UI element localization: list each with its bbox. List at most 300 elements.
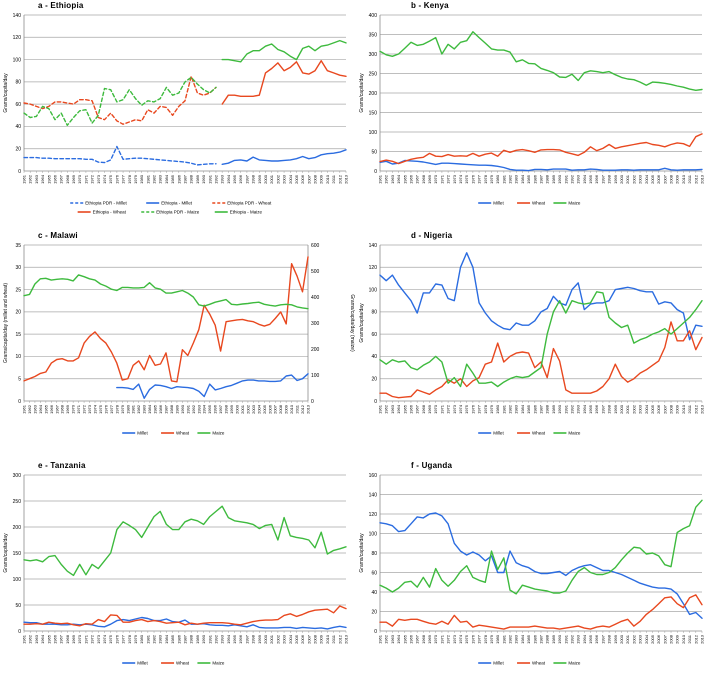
svg-text:60: 60 [371, 331, 377, 338]
svg-text:0: 0 [18, 168, 21, 175]
svg-text:2012: 2012 [300, 405, 306, 414]
svg-text:2009: 2009 [318, 635, 324, 644]
svg-text:1982: 1982 [136, 405, 142, 414]
svg-text:2013: 2013 [699, 175, 705, 184]
svg-text:Grams/capita/day: Grams/capita/day [3, 533, 9, 573]
svg-text:1963: 1963 [33, 175, 39, 184]
svg-text:1994: 1994 [201, 405, 207, 414]
svg-text:1979: 1979 [488, 635, 494, 644]
svg-text:Millet: Millet [493, 430, 504, 436]
svg-text:1975: 1975 [108, 175, 114, 184]
svg-text:1974: 1974 [458, 635, 463, 644]
svg-text:1989: 1989 [194, 635, 200, 644]
svg-text:Millet: Millet [137, 430, 148, 436]
svg-text:1970: 1970 [433, 405, 439, 414]
svg-text:1965: 1965 [43, 405, 49, 414]
svg-text:100: 100 [368, 287, 377, 294]
svg-text:Millet: Millet [493, 200, 504, 206]
svg-text:160: 160 [368, 472, 377, 479]
svg-text:1979: 1979 [488, 405, 494, 414]
svg-text:1989: 1989 [550, 405, 556, 414]
svg-text:1979: 1979 [132, 175, 138, 184]
svg-text:5: 5 [18, 376, 21, 383]
svg-text:1976: 1976 [470, 175, 476, 184]
svg-text:1968: 1968 [64, 635, 70, 644]
svg-text:1971: 1971 [439, 405, 445, 414]
svg-text:1977: 1977 [476, 635, 482, 644]
svg-text:1988: 1988 [168, 405, 174, 414]
line-chart-nigeria [356, 230, 712, 460]
svg-text:1995: 1995 [232, 635, 238, 644]
svg-text:2012: 2012 [337, 635, 343, 644]
svg-text:1973: 1973 [95, 175, 101, 184]
chart-title-ethiopia: a - Ethiopia [38, 1, 84, 10]
svg-text:2003: 2003 [637, 175, 643, 184]
svg-text:1986: 1986 [176, 175, 182, 184]
svg-text:1962: 1962 [27, 635, 33, 644]
svg-text:1964: 1964 [396, 405, 402, 414]
svg-text:2012: 2012 [337, 175, 343, 184]
svg-text:1983: 1983 [513, 635, 519, 644]
svg-text:1972: 1972 [445, 405, 451, 414]
svg-text:Wheat: Wheat [176, 430, 190, 436]
svg-text:1968: 1968 [59, 405, 65, 414]
svg-text:1984: 1984 [519, 635, 525, 644]
svg-text:1999: 1999 [256, 175, 262, 184]
svg-text:2004: 2004 [643, 635, 649, 644]
svg-text:250: 250 [368, 71, 377, 78]
svg-text:1988: 1988 [544, 635, 550, 644]
svg-text:80: 80 [371, 309, 377, 316]
svg-text:1970: 1970 [433, 175, 439, 184]
svg-text:140: 140 [12, 12, 21, 19]
svg-text:2008: 2008 [668, 635, 674, 644]
svg-text:2012: 2012 [693, 405, 699, 414]
svg-text:Maize: Maize [568, 430, 581, 436]
svg-text:1989: 1989 [174, 405, 180, 414]
svg-text:1969: 1969 [65, 405, 71, 414]
svg-text:1967: 1967 [414, 405, 420, 414]
svg-text:1972: 1972 [89, 175, 95, 184]
svg-text:20: 20 [15, 146, 21, 153]
svg-text:1994: 1994 [225, 175, 231, 184]
svg-text:0: 0 [374, 628, 377, 635]
svg-text:200: 200 [311, 346, 320, 353]
svg-text:1969: 1969 [71, 175, 77, 184]
svg-text:1992: 1992 [569, 635, 575, 644]
svg-text:2003: 2003 [281, 635, 287, 644]
svg-text:15: 15 [15, 331, 21, 338]
svg-text:1997: 1997 [218, 405, 224, 414]
svg-text:1987: 1987 [182, 635, 188, 644]
svg-text:1963: 1963 [389, 175, 395, 184]
svg-text:2006: 2006 [656, 405, 662, 414]
svg-text:35: 35 [15, 242, 21, 249]
svg-text:2008: 2008 [312, 175, 318, 184]
svg-text:2005: 2005 [293, 635, 299, 644]
chart-panel-uganda [356, 460, 712, 686]
svg-text:1996: 1996 [594, 635, 600, 644]
svg-text:1964: 1964 [396, 635, 402, 644]
svg-text:1973: 1973 [87, 405, 93, 414]
svg-text:2011: 2011 [687, 405, 693, 414]
svg-text:Grams/capita/day (millet and w: Grams/capita/day (millet and wheat) [3, 282, 9, 364]
svg-text:1992: 1992 [213, 175, 219, 184]
svg-text:Ethiopia PDR - Millet: Ethiopia PDR - Millet [85, 200, 127, 206]
svg-text:2010: 2010 [289, 405, 295, 414]
line-chart-kenya [356, 0, 712, 230]
svg-text:1983: 1983 [513, 175, 519, 184]
svg-text:1981: 1981 [501, 635, 507, 644]
svg-text:1986: 1986 [532, 175, 538, 184]
svg-text:1981: 1981 [145, 175, 151, 184]
svg-text:40: 40 [371, 589, 377, 596]
svg-text:1974: 1974 [92, 405, 98, 414]
svg-text:600: 600 [311, 242, 320, 249]
chart-panel-malawi [0, 230, 356, 460]
svg-text:2006: 2006 [656, 635, 662, 644]
svg-text:2007: 2007 [662, 405, 668, 414]
svg-text:2003: 2003 [281, 175, 287, 184]
svg-text:2001: 2001 [625, 175, 631, 184]
svg-text:400: 400 [311, 294, 320, 301]
svg-text:1961: 1961 [21, 635, 27, 644]
svg-text:1986: 1986 [532, 405, 538, 414]
svg-text:2009: 2009 [318, 175, 324, 184]
svg-text:Wheat: Wheat [532, 430, 546, 436]
svg-text:1968: 1968 [64, 175, 70, 184]
svg-text:1991: 1991 [563, 635, 569, 644]
svg-text:2004: 2004 [643, 405, 649, 414]
svg-text:1968: 1968 [420, 635, 426, 644]
svg-text:2005: 2005 [649, 405, 655, 414]
svg-text:1974: 1974 [458, 405, 463, 414]
svg-text:1998: 1998 [606, 405, 612, 414]
svg-text:1988: 1988 [544, 405, 550, 414]
chart-title-nigeria: d - Nigeria [411, 231, 453, 240]
svg-text:Millet: Millet [137, 660, 148, 666]
svg-text:1980: 1980 [495, 175, 501, 184]
svg-text:1974: 1974 [102, 175, 107, 184]
svg-text:120: 120 [368, 265, 377, 272]
svg-text:1992: 1992 [190, 405, 196, 414]
svg-text:2007: 2007 [306, 175, 312, 184]
svg-text:1983: 1983 [157, 175, 163, 184]
svg-text:1965: 1965 [46, 635, 52, 644]
svg-text:1982: 1982 [507, 175, 513, 184]
line-chart-uganda [356, 460, 712, 686]
svg-text:1997: 1997 [244, 175, 250, 184]
svg-text:1985: 1985 [526, 635, 532, 644]
svg-text:1970: 1970 [77, 175, 83, 184]
svg-text:1963: 1963 [32, 405, 38, 414]
svg-text:2001: 2001 [625, 635, 631, 644]
svg-text:1995: 1995 [588, 635, 594, 644]
svg-text:1986: 1986 [158, 405, 164, 414]
svg-text:50: 50 [15, 602, 21, 609]
svg-text:1972: 1972 [445, 175, 451, 184]
svg-text:1963: 1963 [33, 635, 39, 644]
svg-text:25: 25 [15, 287, 21, 294]
svg-text:1984: 1984 [519, 175, 525, 184]
svg-text:Wheat: Wheat [532, 660, 546, 666]
svg-text:1961: 1961 [377, 405, 383, 414]
svg-text:1996: 1996 [238, 175, 244, 184]
svg-text:1998: 1998 [223, 405, 229, 414]
svg-text:2006: 2006 [267, 405, 273, 414]
line-chart-tanzania [0, 460, 356, 686]
svg-text:1966: 1966 [408, 405, 414, 414]
svg-text:1981: 1981 [130, 405, 136, 414]
svg-text:2004: 2004 [256, 405, 262, 414]
svg-text:1992: 1992 [213, 635, 219, 644]
svg-text:1967: 1967 [54, 405, 60, 414]
svg-text:1993: 1993 [196, 405, 202, 414]
svg-text:1987: 1987 [182, 175, 188, 184]
svg-text:1987: 1987 [538, 405, 544, 414]
svg-text:1980: 1980 [139, 175, 145, 184]
svg-text:1991: 1991 [185, 405, 191, 414]
svg-text:1997: 1997 [600, 405, 606, 414]
svg-text:1961: 1961 [377, 635, 383, 644]
svg-text:20: 20 [15, 309, 21, 316]
svg-text:2010: 2010 [324, 635, 330, 644]
svg-text:1995: 1995 [588, 175, 594, 184]
svg-text:2005: 2005 [649, 175, 655, 184]
svg-text:80: 80 [371, 550, 377, 557]
svg-text:1977: 1977 [476, 405, 482, 414]
svg-text:2009: 2009 [674, 635, 680, 644]
svg-text:2011: 2011 [687, 175, 693, 184]
svg-text:1965: 1965 [402, 405, 408, 414]
svg-text:2000: 2000 [263, 635, 268, 644]
svg-text:100: 100 [12, 576, 21, 583]
svg-text:Grams/capita/day: Grams/capita/day [359, 73, 365, 113]
svg-text:1997: 1997 [600, 175, 606, 184]
svg-text:Ethiopia - Wheat: Ethiopia - Wheat [92, 209, 126, 215]
svg-text:1964: 1964 [37, 405, 43, 414]
svg-text:1978: 1978 [482, 175, 488, 184]
svg-text:1979: 1979 [119, 405, 125, 414]
svg-text:2008: 2008 [668, 405, 674, 414]
svg-text:250: 250 [12, 498, 21, 505]
svg-text:1993: 1993 [219, 175, 225, 184]
svg-text:1966: 1966 [48, 405, 54, 414]
svg-text:1999: 1999 [229, 405, 235, 414]
svg-text:50: 50 [371, 149, 377, 156]
svg-text:2001: 2001 [269, 175, 275, 184]
svg-text:1974: 1974 [102, 635, 107, 644]
svg-text:100: 100 [368, 531, 377, 538]
svg-text:1987: 1987 [538, 175, 544, 184]
svg-text:1986: 1986 [532, 635, 538, 644]
svg-text:2009: 2009 [674, 405, 680, 414]
svg-text:1975: 1975 [108, 635, 114, 644]
svg-text:20: 20 [371, 609, 377, 616]
svg-text:1961: 1961 [21, 405, 27, 414]
svg-text:1971: 1971 [83, 635, 89, 644]
svg-text:1973: 1973 [451, 175, 457, 184]
svg-text:2013: 2013 [699, 405, 705, 414]
svg-text:1962: 1962 [383, 635, 389, 644]
svg-text:Maize: Maize [568, 200, 581, 206]
svg-text:1966: 1966 [52, 635, 58, 644]
svg-text:1999: 1999 [612, 175, 618, 184]
svg-text:2007: 2007 [272, 405, 278, 414]
svg-text:2008: 2008 [668, 175, 674, 184]
svg-text:1990: 1990 [201, 175, 207, 184]
svg-text:1968: 1968 [420, 405, 426, 414]
svg-text:2011: 2011 [331, 175, 337, 184]
svg-text:2010: 2010 [680, 175, 686, 184]
svg-text:1992: 1992 [569, 175, 575, 184]
svg-text:2011: 2011 [687, 635, 693, 644]
svg-text:10: 10 [15, 354, 21, 361]
svg-text:2011: 2011 [331, 635, 337, 644]
svg-text:20: 20 [371, 376, 377, 383]
svg-text:350: 350 [368, 32, 377, 39]
svg-text:2002: 2002 [631, 635, 637, 644]
svg-text:1993: 1993 [219, 635, 225, 644]
svg-text:2004: 2004 [287, 635, 293, 644]
svg-text:2005: 2005 [261, 405, 267, 414]
svg-text:1985: 1985 [170, 175, 176, 184]
svg-text:2002: 2002 [245, 405, 251, 414]
svg-text:1965: 1965 [402, 635, 408, 644]
svg-text:2002: 2002 [631, 175, 637, 184]
svg-text:1970: 1970 [70, 405, 76, 414]
svg-text:1993: 1993 [575, 635, 581, 644]
svg-text:40: 40 [371, 354, 377, 361]
svg-text:300: 300 [368, 51, 377, 58]
svg-text:2010: 2010 [324, 175, 330, 184]
svg-text:1998: 1998 [606, 635, 612, 644]
svg-text:2004: 2004 [643, 175, 649, 184]
svg-text:1984: 1984 [163, 635, 169, 644]
svg-text:1968: 1968 [420, 175, 426, 184]
svg-text:2003: 2003 [250, 405, 256, 414]
svg-text:1964: 1964 [396, 175, 402, 184]
svg-text:1971: 1971 [83, 175, 89, 184]
svg-text:1996: 1996 [238, 635, 244, 644]
chart-panel-kenya [356, 0, 712, 230]
svg-text:80: 80 [15, 79, 21, 86]
svg-text:1971: 1971 [76, 405, 82, 414]
svg-text:Maize: Maize [212, 430, 225, 436]
svg-text:2002: 2002 [631, 405, 637, 414]
svg-text:1983: 1983 [513, 405, 519, 414]
svg-text:Ethiopia PDR - Wheat: Ethiopia PDR - Wheat [227, 200, 272, 206]
svg-text:1965: 1965 [402, 175, 408, 184]
chart-title-tanzania: e - Tanzania [38, 461, 86, 470]
svg-text:1965: 1965 [46, 175, 52, 184]
svg-text:1978: 1978 [482, 405, 488, 414]
svg-text:1982: 1982 [507, 635, 513, 644]
svg-text:140: 140 [368, 492, 377, 499]
svg-text:1993: 1993 [575, 405, 581, 414]
svg-text:1961: 1961 [377, 175, 383, 184]
svg-text:1976: 1976 [114, 175, 120, 184]
svg-text:1998: 1998 [606, 175, 612, 184]
svg-text:1991: 1991 [563, 405, 569, 414]
svg-text:1985: 1985 [526, 175, 532, 184]
svg-text:1998: 1998 [250, 635, 256, 644]
line-chart-malawi [0, 230, 356, 460]
svg-text:1987: 1987 [538, 635, 544, 644]
svg-text:120: 120 [12, 35, 21, 42]
svg-text:1983: 1983 [157, 635, 163, 644]
svg-text:1999: 1999 [612, 405, 618, 414]
svg-text:1982: 1982 [507, 405, 513, 414]
svg-text:1970: 1970 [433, 635, 439, 644]
svg-text:1962: 1962 [26, 405, 32, 414]
svg-text:0: 0 [374, 168, 377, 175]
chart-panel-tanzania [0, 460, 356, 686]
chart-panel-nigeria [356, 230, 712, 460]
svg-text:2007: 2007 [662, 635, 668, 644]
svg-text:Ethiopia - Millet: Ethiopia - Millet [161, 200, 192, 206]
svg-text:2011: 2011 [294, 405, 300, 414]
svg-text:2013: 2013 [343, 175, 349, 184]
svg-text:1997: 1997 [600, 635, 606, 644]
svg-text:1976: 1976 [114, 635, 120, 644]
chart-panel-ethiopia [0, 0, 356, 230]
svg-text:1974: 1974 [458, 175, 463, 184]
chart-title-kenya: b - Kenya [411, 1, 449, 10]
svg-text:2001: 2001 [239, 405, 245, 414]
svg-text:1975: 1975 [464, 635, 470, 644]
svg-text:Wheat: Wheat [176, 660, 190, 666]
svg-text:2002: 2002 [275, 175, 281, 184]
svg-text:Ethiopia - Maize: Ethiopia - Maize [229, 209, 263, 215]
svg-text:1991: 1991 [207, 175, 213, 184]
svg-text:1979: 1979 [132, 635, 138, 644]
svg-text:1984: 1984 [147, 405, 153, 414]
svg-text:2013: 2013 [699, 635, 705, 644]
svg-text:1986: 1986 [176, 635, 182, 644]
svg-text:1967: 1967 [414, 175, 420, 184]
svg-text:1978: 1978 [114, 405, 120, 414]
svg-text:1984: 1984 [163, 175, 169, 184]
svg-text:1990: 1990 [557, 405, 563, 414]
svg-text:1967: 1967 [58, 635, 64, 644]
svg-text:1999: 1999 [612, 635, 618, 644]
svg-text:1977: 1977 [476, 175, 482, 184]
svg-text:1994: 1994 [225, 635, 231, 644]
svg-text:2006: 2006 [656, 175, 662, 184]
svg-text:100: 100 [368, 129, 377, 136]
svg-text:2010: 2010 [680, 405, 686, 414]
svg-text:2007: 2007 [306, 635, 312, 644]
svg-text:1980: 1980 [139, 635, 145, 644]
svg-text:1977: 1977 [120, 635, 126, 644]
svg-text:1966: 1966 [408, 175, 414, 184]
svg-text:1972: 1972 [445, 635, 451, 644]
svg-text:1966: 1966 [52, 175, 58, 184]
svg-text:1999: 1999 [256, 635, 262, 644]
svg-text:1973: 1973 [451, 405, 457, 414]
svg-text:1972: 1972 [89, 635, 95, 644]
svg-text:1964: 1964 [40, 635, 46, 644]
svg-text:0: 0 [374, 398, 377, 405]
svg-text:2006: 2006 [300, 635, 306, 644]
svg-text:1969: 1969 [427, 175, 433, 184]
svg-text:2004: 2004 [287, 175, 293, 184]
svg-text:2010: 2010 [680, 635, 686, 644]
svg-text:2003: 2003 [637, 635, 643, 644]
svg-text:1995: 1995 [207, 405, 213, 414]
svg-text:2003: 2003 [637, 405, 643, 414]
